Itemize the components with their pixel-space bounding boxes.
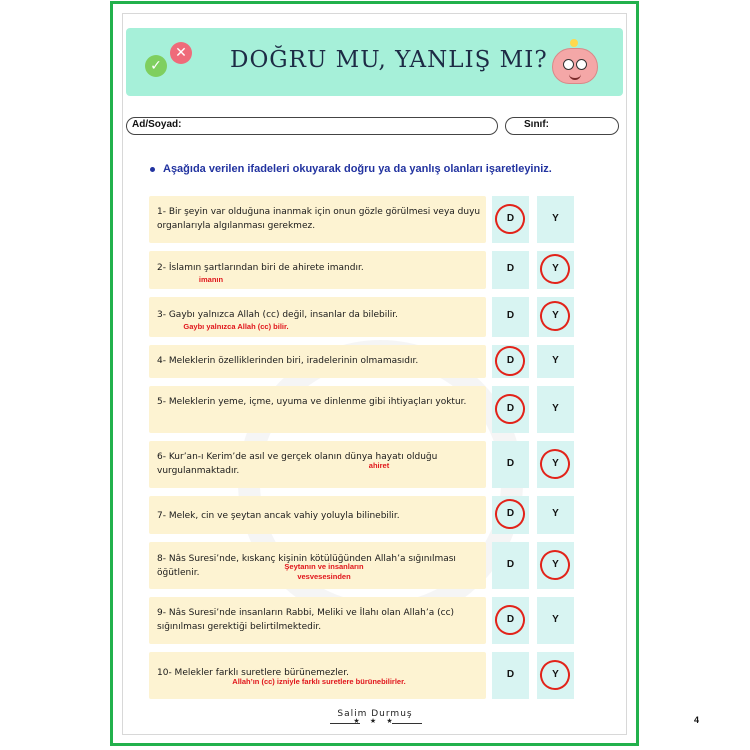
name-field[interactable] — [126, 117, 498, 135]
answer-true-cell[interactable] — [492, 196, 529, 243]
handwritten-correction: Şeytanın ve insanların vesvesesinden — [284, 562, 364, 581]
answer-false-cell[interactable] — [537, 251, 574, 289]
answer-label: Y — [552, 310, 559, 321]
answer-true-cell[interactable] — [492, 597, 529, 644]
question-text: 8- Nâs Suresi’nde, kıskanç kişinin kötülüğünden Allah’a sığınılması öğütlenir. — [157, 554, 456, 578]
answer-circle-mark — [491, 600, 529, 638]
handwritten-correction: ahiret — [368, 461, 390, 470]
question-text: 1- Bir şeyin var olduğuna inanmak için onun gözle görülmesi veya duyu organlarıyla algılanması gerekmez. — [157, 207, 481, 231]
question-row — [149, 297, 486, 337]
answer-false-cell[interactable] — [537, 345, 574, 378]
question-row — [149, 386, 486, 433]
answer-label: D — [506, 558, 515, 570]
answer-label: D — [506, 263, 515, 274]
answer-false-cell[interactable] — [537, 386, 574, 433]
question-text: 10- Melekler farklı suretlere bürünemezler. — [157, 668, 349, 678]
answer-true-cell[interactable] — [492, 345, 529, 378]
answer-label: Y — [552, 668, 559, 680]
instruction — [150, 163, 552, 175]
answer-label: Y — [552, 457, 559, 469]
answer-false-cell[interactable] — [537, 542, 574, 589]
answer-true-cell[interactable] — [492, 251, 529, 289]
answer-label: Y — [552, 354, 559, 366]
answer-circle-mark — [536, 444, 574, 482]
answer-circle-mark — [536, 545, 574, 583]
question-text: 2- İslamın şartlarından biri de ahirete imandır. — [157, 263, 364, 273]
footer-stars: ★ ★ ★ — [353, 717, 397, 725]
question-text: 6- Kur’an-ı Kerim’de asıl ve gerçek olanın dünya hayatı olduğu vurgulanmaktadır. — [157, 452, 438, 476]
question-row — [149, 345, 486, 378]
answer-label: D — [506, 310, 515, 321]
answer-false-cell[interactable] — [537, 441, 574, 488]
answer-circle-mark — [491, 199, 529, 237]
cross-bubble-icon: ✕ — [170, 42, 192, 64]
author-name: Salim Durmuş — [337, 709, 413, 719]
answer-label: D — [506, 508, 515, 519]
answer-label: D — [506, 613, 515, 625]
answer-circle-mark — [491, 389, 529, 427]
question-row — [149, 542, 486, 589]
answer-false-cell[interactable] — [537, 496, 574, 534]
answer-label: D — [506, 402, 515, 414]
question-row — [149, 251, 486, 289]
answer-true-cell[interactable] — [492, 542, 529, 589]
answer-label: Y — [552, 263, 559, 274]
answer-false-cell[interactable] — [537, 196, 574, 243]
answer-true-cell[interactable] — [492, 297, 529, 337]
answer-true-cell[interactable] — [492, 441, 529, 488]
question-text: 4- Meleklerin özelliklerinden biri, iradelerinin olmamasıdır. — [157, 356, 419, 366]
bullet-icon — [150, 167, 155, 172]
handwritten-correction: Allah’ın (cc) izniyle farklı suretlere bürünebilirler. — [232, 677, 406, 686]
question-row — [149, 196, 486, 243]
answer-circle-mark — [536, 655, 574, 693]
answer-false-cell[interactable] — [537, 652, 574, 699]
question-text: 3- Gaybı yalnızca Allah (cc) değil, insanlar da bilebilir. — [157, 310, 399, 320]
answer-true-cell[interactable] — [492, 386, 529, 433]
answer-label: D — [506, 457, 515, 469]
answer-true-cell[interactable] — [492, 496, 529, 534]
answer-circle-mark — [491, 495, 529, 533]
answer-label: Y — [552, 212, 559, 224]
lightbulb-icon — [570, 39, 578, 47]
class-field[interactable] — [505, 117, 619, 135]
question-text: 5- Meleklerin yeme, içme, uyuma ve dinlenme gibi ihtiyaçları yoktur. — [157, 397, 467, 407]
answer-false-cell[interactable] — [537, 597, 574, 644]
answer-label: Y — [552, 613, 559, 625]
page-number: 4 — [694, 715, 700, 725]
answer-circle-mark — [491, 341, 529, 379]
answer-false-cell[interactable] — [537, 297, 574, 337]
class-label: Sınıf: — [524, 119, 549, 130]
answer-circle-mark — [536, 250, 574, 288]
question-text: 9- Nâs Suresi’nde insanların Rabbi, Meliki ve İlahı olan Allah’a (cc) sığınılması gerektiği belirtilmektedir. — [157, 608, 455, 632]
answer-label: Y — [552, 402, 559, 414]
answer-label: D — [506, 354, 515, 366]
handwritten-correction: imanın — [198, 275, 224, 284]
check-bubble-icon: ✓ — [145, 55, 167, 77]
handwritten-correction: Gaybı yalnızca Allah (cc) bilir. — [183, 322, 289, 331]
brain-mascot-icon — [552, 48, 598, 84]
question-row — [149, 496, 486, 534]
name-label: Ad/Soyad: — [132, 119, 182, 130]
page-title: DOĞRU MU, YANLIŞ MI? — [230, 47, 548, 73]
question-row — [149, 441, 486, 488]
answer-label: D — [506, 668, 515, 680]
answer-label: Y — [552, 558, 559, 570]
question-row — [149, 597, 486, 644]
instruction-text: Aşağıda verilen ifadeleri okuyarak doğru ya da yanlış olanları işaretleyiniz. — [163, 163, 552, 175]
question-text: 7- Melek, cin ve şeytan ancak vahiy yoluyla bilinebilir. — [157, 511, 400, 521]
question-row — [149, 652, 486, 699]
answer-label: Y — [552, 508, 559, 519]
answer-circle-mark — [536, 297, 574, 335]
answer-true-cell[interactable] — [492, 652, 529, 699]
answer-label: D — [506, 212, 515, 224]
